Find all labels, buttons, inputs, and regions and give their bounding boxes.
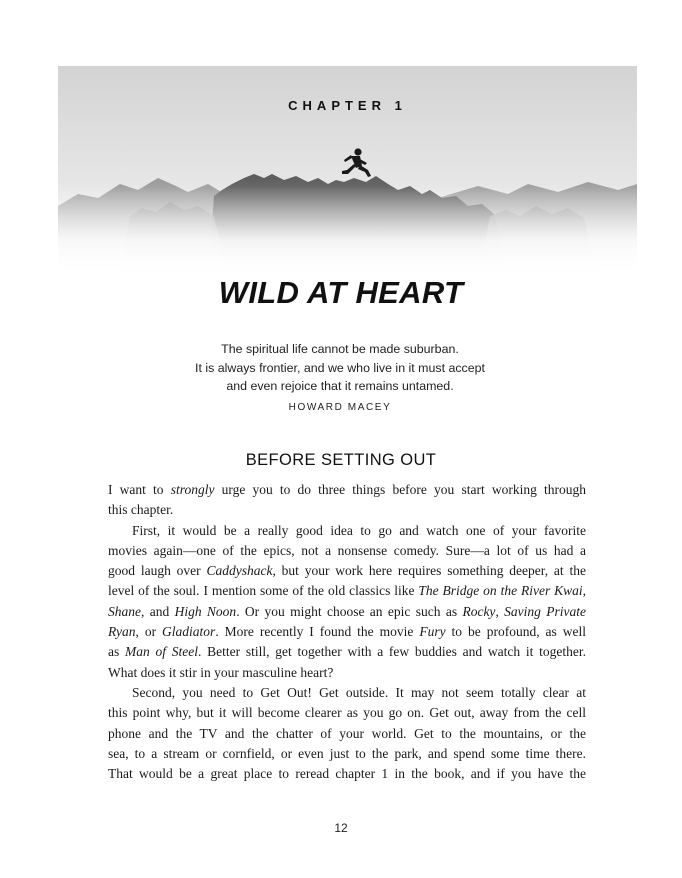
- body-text-segment: That would be a great place to reread chapter 1 in the book, and if you have the: [108, 766, 586, 782]
- body-line: [108, 764, 586, 784]
- body-italic-text: Ryan: [108, 624, 136, 640]
- epigraph-line: The spiritual life cannot be made suburban.: [221, 342, 459, 356]
- body-italic-text: Saving Private: [504, 603, 587, 619]
- body-line: [108, 703, 586, 723]
- body-text-segment: as: [108, 644, 125, 660]
- body-line: [108, 663, 586, 683]
- chapter-label: CHAPTER 1: [288, 98, 407, 113]
- body-italic-text: Rocky: [462, 603, 496, 619]
- body-text-segment: I want to: [108, 482, 171, 497]
- body-italic-text: High Noon: [174, 603, 237, 619]
- body-italic-text: Man of Steel: [125, 644, 198, 660]
- body-line: [108, 642, 586, 662]
- epigraph: [140, 340, 540, 417]
- body-text-segment: level of the soul. I mention some of the old classics like: [108, 583, 419, 599]
- body-text-segment: phone and the TV and the chatter of your world. Get to the mountains, or the: [108, 725, 586, 741]
- body-line: [108, 581, 586, 601]
- body-text-segment: good laugh over: [108, 563, 207, 579]
- body-line: [108, 480, 586, 500]
- body-line: [108, 744, 586, 764]
- body-italic-text: Shane: [108, 603, 141, 619]
- body-text-segment: urge you to do three things before you start working through: [214, 482, 586, 497]
- body-text-segment: ,: [495, 603, 505, 619]
- body-line: [108, 541, 586, 561]
- page-number: 12: [334, 821, 348, 835]
- body-text-segment: . Or you might choose an epic such as: [236, 603, 463, 619]
- body-line: [108, 561, 586, 581]
- epigraph-author: HOWARD MACEY: [288, 401, 392, 413]
- body-text-segment: What does it stir in your masculine heart?: [108, 664, 334, 680]
- body-line: [108, 683, 586, 703]
- epigraph-line: It is always frontier, and we who live in it must accept: [195, 360, 485, 375]
- body-text-segment: this point why, but it will become clearer as you go on. Get out, away from the cell: [108, 705, 586, 721]
- body-italic-text: Caddyshack: [206, 563, 273, 579]
- body-line: [108, 500, 586, 520]
- body-line: [108, 622, 586, 642]
- body-line: [108, 602, 586, 622]
- body-italic-text: Gladiator: [162, 624, 216, 640]
- body-italic-text: The Bridge on the River Kwai: [418, 583, 583, 599]
- body-italic-text: strongly: [170, 482, 215, 497]
- body-text-segment: , but your work here requires something deeper, at the: [272, 563, 586, 579]
- body-text: [108, 480, 586, 784]
- body-text-segment: , and: [141, 603, 175, 619]
- body-text-segment: movies again—one of the epics, not a nonsense comedy. Sure—a lot of us had a: [108, 542, 586, 558]
- body-text-segment: sea, to a stream or cornfield, or even just to the park, and spend some time there.: [108, 745, 586, 761]
- body-text-segment: . Better still, get together with a few buddies and watch it together.: [197, 644, 587, 660]
- body-text-segment: . More recently I found the movie: [215, 624, 420, 640]
- body-text-segment: , or: [135, 624, 163, 640]
- epigraph-line: and even rejoice that it remains untamed.: [226, 379, 454, 393]
- body-text-segment: to be profound, as well: [445, 624, 586, 640]
- body-line: [108, 521, 586, 541]
- body-text-segment: ,: [582, 583, 587, 599]
- body-line: [108, 724, 586, 744]
- body-text-segment: First, it would be a really good idea to go and watch one of your favorite: [132, 522, 586, 538]
- chapter-title: WILD AT HEART: [218, 275, 464, 310]
- body-text-segment: Second, you need to Get Out! Get outside. It may not seem totally clear at: [132, 684, 586, 700]
- body-italic-text: Fury: [419, 624, 446, 640]
- section-heading: BEFORE SETTING OUT: [245, 451, 437, 469]
- body-text-segment: this chapter.: [108, 502, 174, 518]
